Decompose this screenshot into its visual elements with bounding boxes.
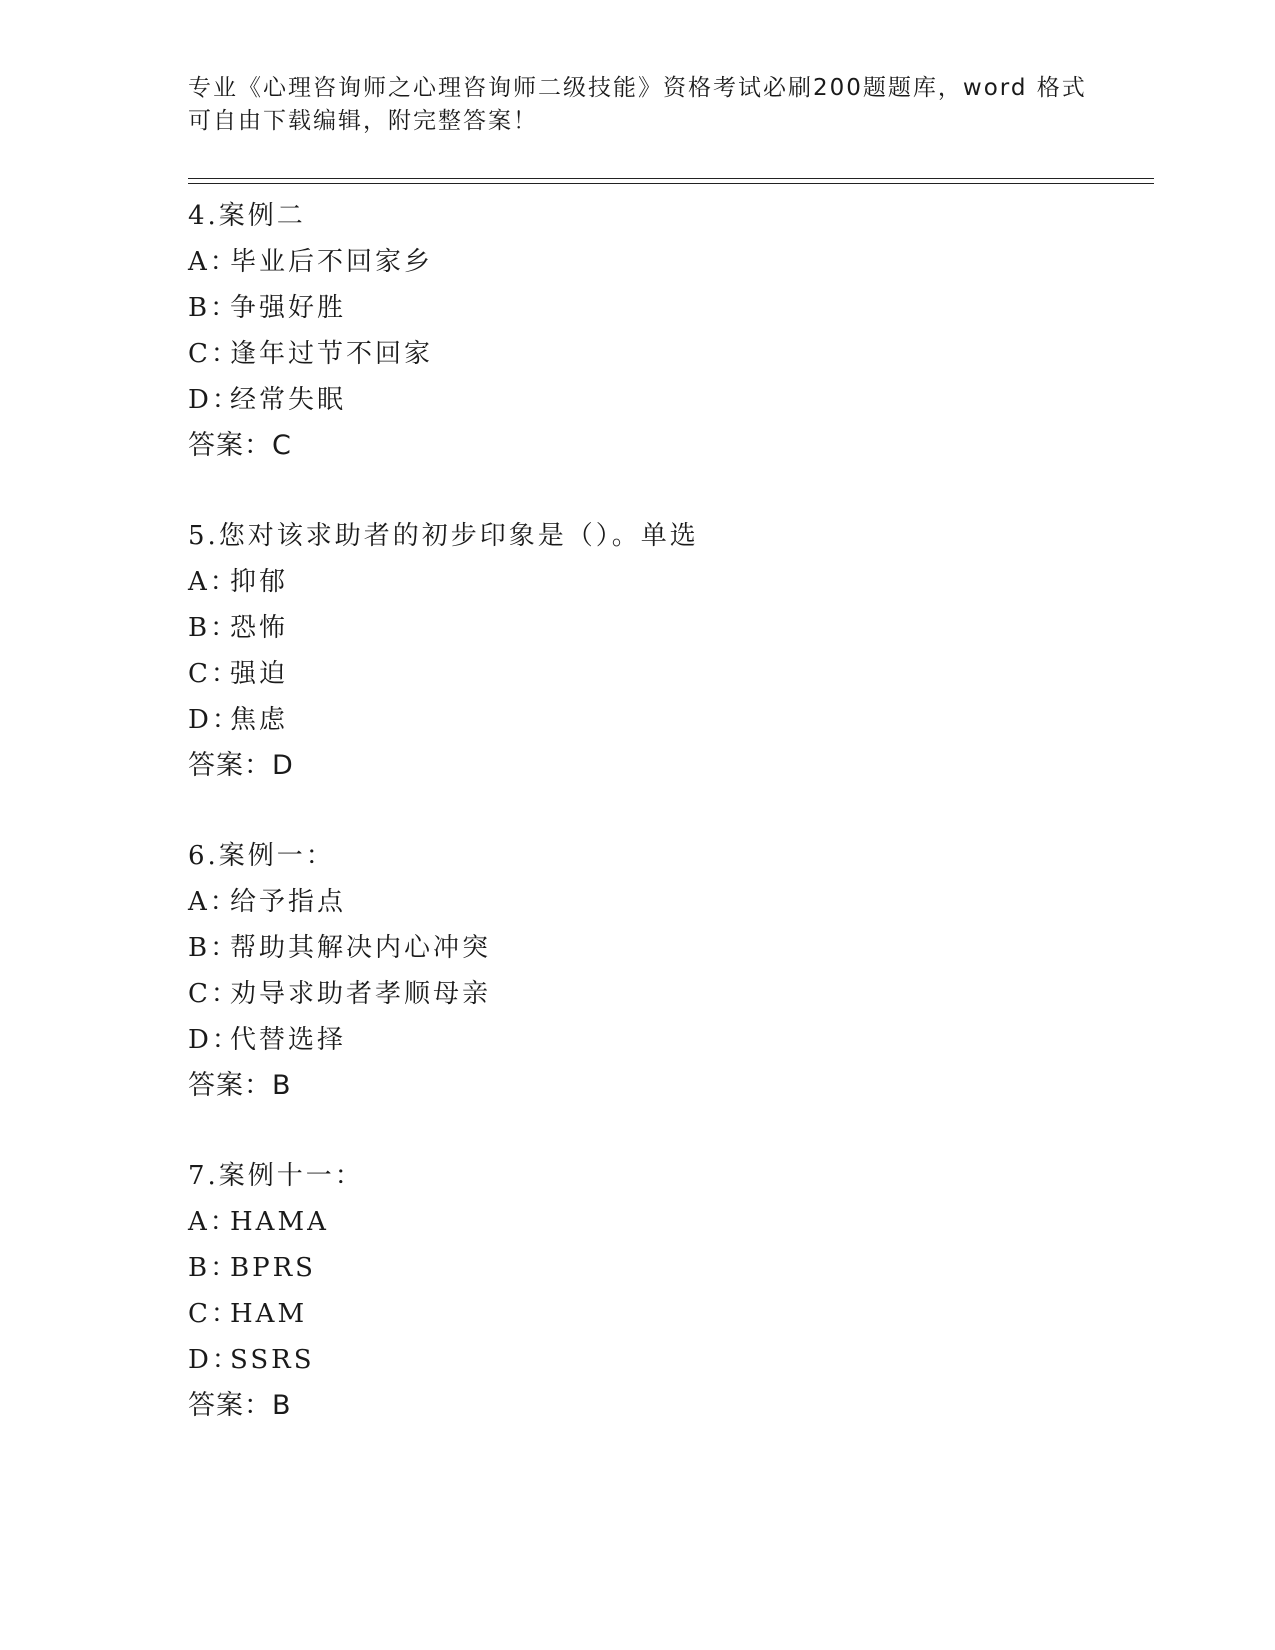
option-text: 争强好胜 bbox=[230, 293, 347, 323]
option-letter: C： bbox=[188, 339, 240, 369]
header-divider-top bbox=[188, 178, 1154, 179]
question-stem: 7.案例十一： bbox=[188, 1161, 364, 1191]
option-d bbox=[188, 1017, 1154, 1063]
answer-line: 答案：B bbox=[188, 1390, 292, 1421]
option-d bbox=[188, 697, 1154, 743]
option-text: 恐怖 bbox=[230, 613, 289, 643]
option-letter: B： bbox=[188, 933, 240, 963]
option-letter: A： bbox=[188, 247, 239, 277]
option-letter: D： bbox=[188, 385, 241, 415]
option-text: 抑郁 bbox=[230, 567, 289, 597]
header-title-line-1: 专业《心理咨询师之心理咨询师二级技能》资格考试必刷200题题库，word 格式 bbox=[188, 75, 1087, 101]
option-text: BPRS bbox=[230, 1253, 316, 1283]
option-d bbox=[188, 1337, 1154, 1383]
option-letter: C： bbox=[188, 659, 240, 689]
option-a bbox=[188, 559, 1154, 605]
option-text: 劝导求助者孝顺母亲 bbox=[230, 979, 492, 1009]
option-a bbox=[188, 1199, 1154, 1245]
option-c bbox=[188, 331, 1154, 377]
option-b bbox=[188, 285, 1154, 331]
option-letter: A： bbox=[188, 887, 239, 917]
option-text: 帮助其解决内心冲突 bbox=[230, 933, 492, 963]
document-header bbox=[188, 72, 1088, 138]
option-b bbox=[188, 605, 1154, 651]
option-letter: A： bbox=[188, 1207, 239, 1237]
answer-line: 答案：B bbox=[188, 1070, 292, 1101]
option-d bbox=[188, 377, 1154, 423]
option-b bbox=[188, 925, 1154, 971]
option-text: 给予指点 bbox=[230, 887, 347, 917]
option-c bbox=[188, 651, 1154, 697]
question-list bbox=[188, 193, 1154, 1429]
option-letter: B： bbox=[188, 613, 240, 643]
option-text: 逢年过节不回家 bbox=[230, 339, 434, 369]
question-6 bbox=[188, 833, 1154, 1109]
option-letter: D： bbox=[188, 1345, 241, 1375]
question-stem: 5.您对该求助者的初步印象是（）。单选 bbox=[188, 521, 699, 551]
option-a bbox=[188, 879, 1154, 925]
option-text: 强迫 bbox=[230, 659, 289, 689]
option-letter: A： bbox=[188, 567, 239, 597]
option-letter: C： bbox=[188, 979, 240, 1009]
answer-line: 答案：C bbox=[188, 430, 292, 461]
option-text: 经常失眠 bbox=[230, 385, 347, 415]
question-7 bbox=[188, 1153, 1154, 1429]
answer-line: 答案：D bbox=[188, 750, 294, 781]
option-letter: D： bbox=[188, 705, 241, 735]
option-letter: B： bbox=[188, 1253, 240, 1283]
question-stem: 6.案例一： bbox=[188, 841, 335, 871]
option-letter: B： bbox=[188, 293, 240, 323]
header-divider-bottom bbox=[188, 183, 1154, 184]
option-b bbox=[188, 1245, 1154, 1291]
option-text: 焦虑 bbox=[230, 705, 289, 735]
header-title-line-2: 可自由下载编辑，附完整答案！ bbox=[188, 108, 538, 134]
question-5 bbox=[188, 513, 1154, 789]
option-text: HAM bbox=[230, 1299, 308, 1329]
question-4 bbox=[188, 193, 1154, 469]
option-letter: C： bbox=[188, 1299, 240, 1329]
option-text: 代替选择 bbox=[230, 1025, 347, 1055]
option-a bbox=[188, 239, 1154, 285]
option-text: HAMA bbox=[230, 1207, 329, 1237]
option-text: SSRS bbox=[230, 1345, 315, 1375]
option-c bbox=[188, 971, 1154, 1017]
option-letter: D： bbox=[188, 1025, 241, 1055]
option-c bbox=[188, 1291, 1154, 1337]
question-stem: 4.案例二 bbox=[188, 201, 306, 231]
option-text: 毕业后不回家乡 bbox=[230, 247, 434, 277]
